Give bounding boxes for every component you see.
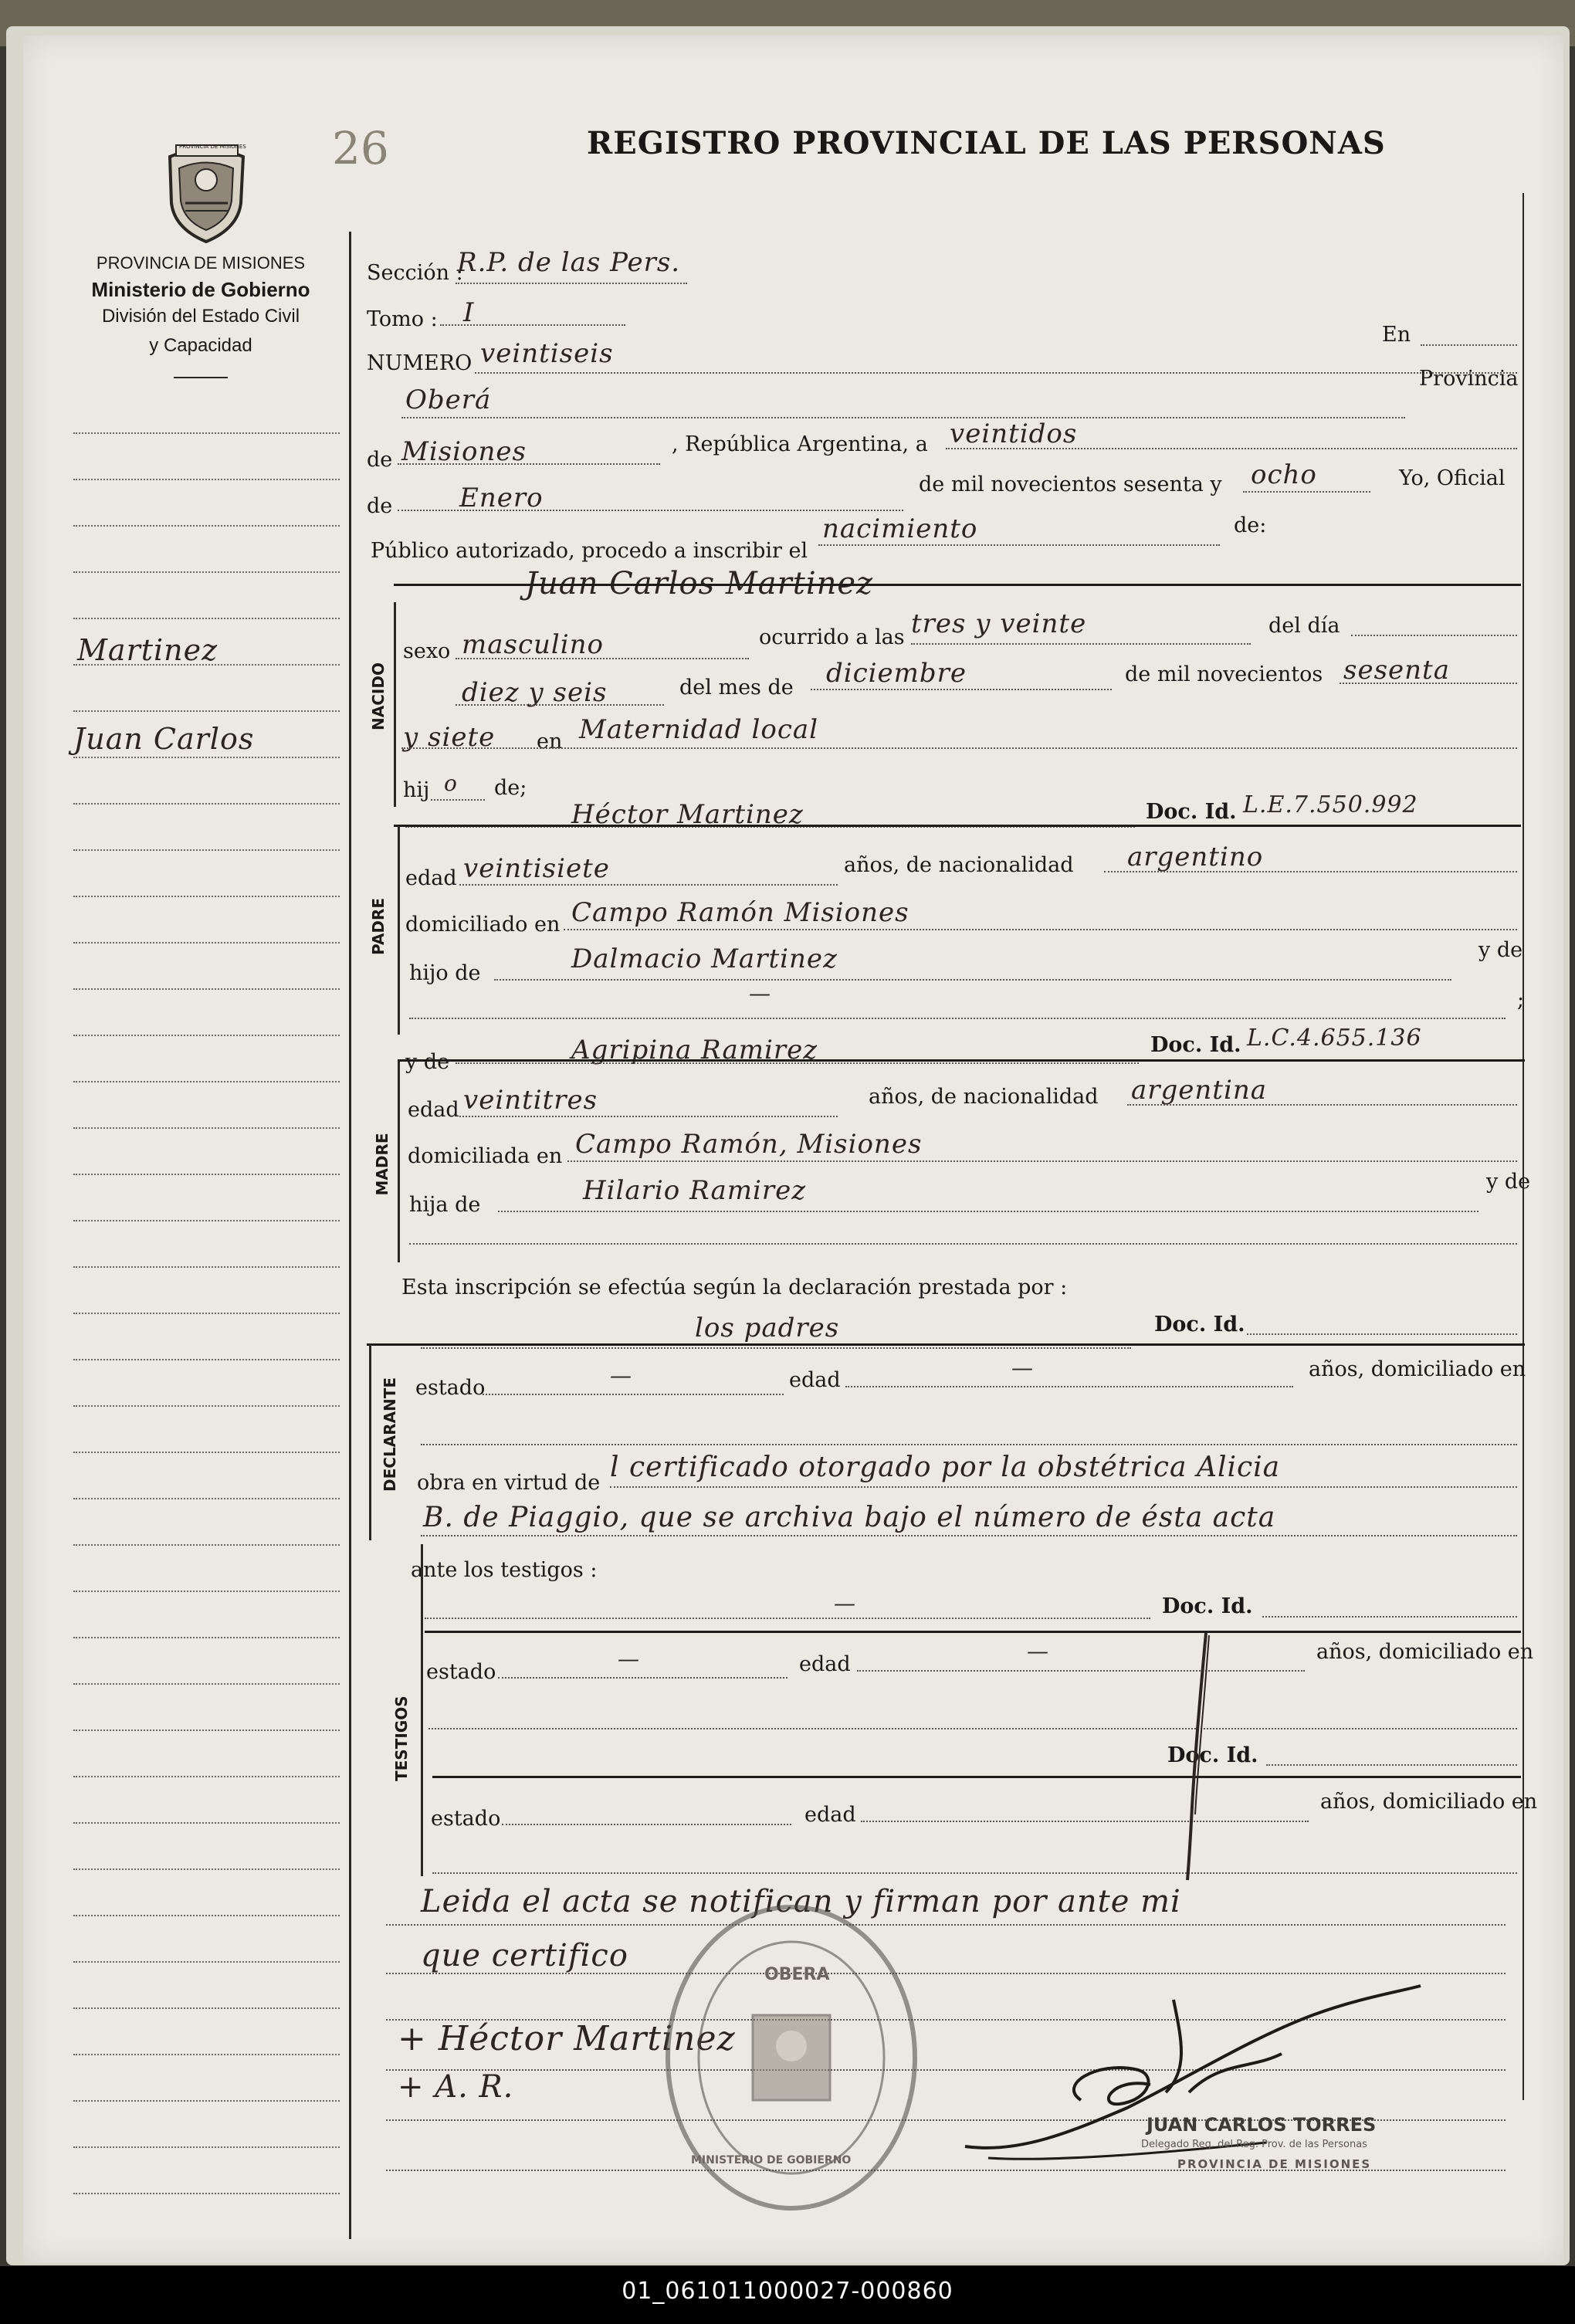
mes-nac-value: diciembre — [826, 658, 967, 689]
localidad-line — [401, 417, 1405, 418]
testigo-2-edad-label: edad — [804, 1803, 856, 1827]
obra-line-1-value: l certificado otorgado por la obstétrica Alicia — [610, 1452, 1281, 1483]
padre-domicilio-label: domiciliado en — [405, 913, 561, 937]
madre-y-de-2-label: y de — [1486, 1170, 1531, 1194]
testigo-1-edad-label: edad — [799, 1652, 851, 1676]
testigo-1-estado-label: estado — [426, 1660, 496, 1684]
padre-doc-value: L.E.7.550.992 — [1243, 791, 1418, 818]
de-label-1: de — [367, 448, 393, 472]
sexo-value: masculino — [462, 629, 605, 660]
numero-value: veintiseis — [480, 338, 614, 369]
madre-madre-line — [409, 1243, 1517, 1245]
declarante-edad-label: edad — [789, 1368, 841, 1392]
declarante-line — [421, 1347, 1131, 1349]
declarante-estado-line — [483, 1394, 784, 1395]
madre-top-rule — [398, 1059, 1525, 1062]
hijo-suffix-value: o — [444, 771, 458, 796]
testigo-1-domicilio-line — [428, 1728, 1517, 1729]
testigo-2-estado-label: estado — [431, 1807, 501, 1831]
madre-padre-value: Hilario Ramirez — [583, 1175, 807, 1206]
cierre-line-1-value: Leida el acta se notifican y firman por ante mi — [421, 1884, 1181, 1919]
seal-label: PROVINCIA DE MISIONES — [179, 144, 246, 150]
dia-line — [946, 448, 1517, 449]
page-number: 26 — [332, 122, 389, 174]
tomo-label: Tomo : — [367, 307, 438, 331]
institution-line-3: División del Estado Civil — [101, 306, 300, 327]
madre-edad-value: veintitres — [463, 1085, 598, 1116]
madre-bracket — [398, 1062, 400, 1262]
side-label-padre: PADRE — [369, 898, 388, 955]
madre-domicilio-value: Campo Ramón, Misiones — [575, 1129, 923, 1160]
numero-label: NUMERO — [367, 351, 472, 375]
obra-line-2-value: B. de Piaggio, que se archiva bajo el número de ésta acta — [423, 1502, 1276, 1533]
inscripcion-label: Esta inscripción se efectúa según la declaración prestada por : — [401, 1275, 1068, 1299]
declarante-edad-line — [845, 1386, 1293, 1387]
madre-nombre-value: Agripina Ramirez — [571, 1035, 818, 1065]
madre-nacionalidad-line — [1127, 1104, 1517, 1106]
official-name: JUAN CARLOS TORRES — [1147, 2114, 1377, 2136]
padre-edad-line — [459, 884, 838, 886]
localidad-value: Oberá — [405, 385, 492, 415]
cierre-line-2-value: que certifico — [421, 1938, 628, 1973]
right-rule — [1522, 193, 1524, 2100]
margin-given-names: Juan Carlos — [73, 722, 255, 756]
padre-top-rule — [394, 825, 1521, 827]
padre-anos-label: años, de nacionalidad — [844, 853, 1074, 877]
padre-edad-label: edad — [405, 866, 457, 890]
nacido-bracket — [394, 602, 396, 807]
institution-line-1: PROVINCIA DE MISIONES — [96, 253, 306, 273]
padre-padre-value: Dalmacio Martinez — [571, 943, 838, 974]
tomo-line — [440, 324, 625, 326]
side-label-testigos: TESTIGOS — [392, 1696, 411, 1781]
seccion-label: Sección : — [367, 261, 463, 285]
del-mes-label: del mes de — [679, 676, 794, 700]
provincia-label: Provincia — [1419, 367, 1519, 391]
padre-semicolon: ; — [1517, 988, 1525, 1012]
de-mil-sesenta-label: de mil novecientos sesenta y — [919, 473, 1222, 496]
mes-value: Enero — [459, 483, 544, 513]
testigos-bracket — [421, 1544, 423, 1876]
testigo-2-anos-label: años, domiciliado en — [1320, 1790, 1538, 1814]
de-mil-label: de mil novecientos — [1125, 662, 1323, 686]
left-rule — [349, 232, 351, 2239]
coat-of-arms-icon — [154, 137, 259, 246]
mes-nac-line — [811, 689, 1112, 690]
padre-nacionalidad-line — [1104, 871, 1517, 872]
institution-underline — [174, 377, 228, 378]
testigo-2-domicilio-line — [432, 1872, 1517, 1874]
declarante-bracket — [369, 1343, 371, 1540]
sexo-line — [456, 658, 749, 659]
official-line-2: Delegado Reg. del Reg. Prov. de las Personas — [1141, 2139, 1367, 2150]
declarante-edad-dash: — — [1011, 1355, 1034, 1381]
de-colon-label: de: — [1234, 513, 1267, 537]
madre-edad-line — [459, 1116, 838, 1117]
del-dia-label: del día — [1268, 614, 1340, 638]
madre-doc-label: Doc. Id. — [1150, 1033, 1241, 1057]
nombre-value: Juan Carlos Martinez — [525, 566, 874, 601]
anio-line — [1243, 491, 1370, 493]
hijo-label: hij — [403, 778, 430, 802]
side-label-declarante: DECLARANTE — [381, 1377, 399, 1492]
testigos-label: ante los testigos : — [411, 1558, 598, 1582]
de-semicolon-label: de; — [494, 776, 527, 800]
dia-nac-value: diez y seis — [462, 677, 608, 708]
declarante-value: los padres — [695, 1313, 840, 1343]
padre-nacionalidad-value: argentino — [1127, 842, 1264, 872]
republica-label: , República Argentina, a — [672, 432, 928, 456]
acto-value: nacimiento — [822, 513, 978, 544]
madre-domicilio-label: domiciliada en — [408, 1144, 563, 1168]
testigo-1-dash: — — [834, 1591, 856, 1616]
padre-padre-line — [494, 979, 1451, 981]
lugar-value: Maternidad local — [579, 714, 819, 745]
image-identifier: 01_061011000027-000860 — [622, 2278, 953, 2305]
declarante-estado-dash: — — [610, 1363, 632, 1388]
testigo-1-estado-dash: — — [618, 1646, 640, 1672]
padre-nombre-value: Héctor Martinez — [571, 799, 804, 830]
declarante-domicilio-line — [421, 1444, 1517, 1445]
madre-anos-label: años, de nacionalidad — [869, 1085, 1099, 1109]
dia-value: veintidos — [950, 418, 1078, 449]
publico-label: Público autorizado, procedo a inscribir el — [371, 539, 808, 563]
institution-line-4: y Capacidad — [149, 335, 252, 356]
testigo-1-estado-line — [498, 1677, 788, 1679]
madre-doc-value: L.C.4.655.136 — [1247, 1025, 1422, 1052]
cierre-line-2 — [386, 1973, 1506, 1974]
testigo-1-doc-label: Doc. Id. — [1162, 1594, 1253, 1618]
anio-value: ocho — [1251, 459, 1317, 490]
testigo-1-edad-line — [857, 1670, 1305, 1672]
testigo-2-doc-label: Doc. Id. — [1167, 1743, 1258, 1767]
official-line-3: PROVINCIA DE MISIONES — [1177, 2157, 1372, 2171]
padre-doc-label: Doc. Id. — [1146, 800, 1237, 824]
obra-line-1 — [610, 1486, 1517, 1488]
hora-line — [911, 643, 1251, 645]
provincia-line — [398, 463, 660, 465]
en-line — [1421, 344, 1517, 346]
madre-y-de-label: y de — [405, 1050, 450, 1074]
madre-hija-de-label: hija de — [409, 1193, 481, 1217]
testigo-1-edad-dash: — — [1027, 1638, 1049, 1664]
hijo-suffix-line — [431, 799, 485, 801]
madre-nombre-line — [456, 1062, 1139, 1064]
declarante-top-rule — [367, 1343, 1525, 1346]
padre-domicilio-value: Campo Ramón Misiones — [571, 897, 909, 928]
testigo-1-doc-line — [1262, 1616, 1517, 1618]
declarante-estado-label: estado — [415, 1376, 486, 1400]
declarante-doc-line — [1247, 1333, 1517, 1335]
testigo-1-name-line — [425, 1618, 1150, 1619]
declarante-anos-label: años, domiciliado en — [1309, 1357, 1526, 1381]
padre-domicilio-line — [564, 929, 1517, 930]
testigos-top-rule — [425, 1631, 1521, 1633]
testigo-1-anos-label: años, domiciliado en — [1316, 1640, 1534, 1664]
padre-madre-line — [409, 1018, 1506, 1019]
testigo-2-doc-line — [1266, 1764, 1517, 1766]
dia-nac-line — [456, 704, 664, 706]
nacido-top-rule — [394, 584, 1521, 586]
anio-nac-2-value: y siete — [403, 722, 496, 753]
firma-madre: + A. R. — [398, 2069, 514, 2105]
en-lower-label: en — [537, 730, 563, 754]
side-label-madre: MADRE — [373, 1133, 391, 1196]
padre-edad-value: veintisiete — [463, 853, 610, 884]
testigo-2-edad-line — [861, 1821, 1309, 1822]
madre-nacionalidad-value: argentina — [1131, 1075, 1268, 1106]
official-stamp — [660, 1899, 923, 2216]
provincia-value: Misiones — [401, 436, 527, 467]
seccion-value: R.P. de las Pers. — [457, 247, 681, 278]
seccion-line — [456, 283, 687, 284]
stamp-center-text: OBERA — [764, 1965, 830, 1984]
padre-madre-dash: — — [749, 981, 771, 1006]
madre-padre-line — [498, 1211, 1478, 1212]
declarante-doc-label: Doc. Id. — [1154, 1313, 1245, 1336]
institution-line-2: Ministerio de Gobierno — [91, 278, 310, 301]
stamp-bottom-text: MINISTERIO DE GOBIERNO — [691, 2154, 852, 2166]
hora-value: tres y veinte — [911, 608, 1087, 639]
padre-hijo-de-label: hijo de — [409, 961, 481, 985]
obra-line-2 — [421, 1535, 1517, 1536]
anio-nac-1-value: sesenta — [1343, 655, 1450, 686]
en-label: En — [1382, 323, 1411, 347]
mes-line — [398, 510, 903, 511]
testigo-2-estado-line — [502, 1824, 791, 1825]
side-label-nacido: NACIDO — [369, 662, 388, 730]
madre-domicilio-line — [567, 1160, 1517, 1162]
testigos-mid-rule — [432, 1776, 1521, 1778]
obra-label: obra en virtud de — [417, 1471, 601, 1495]
del-dia-line — [1351, 635, 1517, 636]
margin-surname: Martinez — [77, 633, 218, 667]
firma-padre: + Héctor Martinez — [398, 2019, 736, 2058]
document-title: REGISTRO PROVINCIAL DE LAS PERSONAS — [587, 125, 1386, 161]
padre-y-de-label: y de — [1478, 938, 1523, 962]
acto-line — [818, 544, 1220, 546]
cierre-line-1 — [386, 1924, 1506, 1926]
anio-nac-1-line — [1340, 683, 1517, 684]
tomo-value: I — [463, 297, 475, 328]
madre-edad-label: edad — [408, 1098, 459, 1122]
ocurrido-label: ocurrido a las — [759, 625, 905, 649]
yo-oficial-label: Yo, Oficial — [1399, 466, 1506, 490]
sexo-label: sexo — [403, 639, 451, 663]
lugar-line — [401, 747, 1517, 749]
de-label-2: de — [367, 494, 393, 518]
padre-bracket — [398, 826, 400, 1035]
pen-stroke — [1158, 1629, 1228, 1884]
numero-line — [475, 372, 1517, 374]
